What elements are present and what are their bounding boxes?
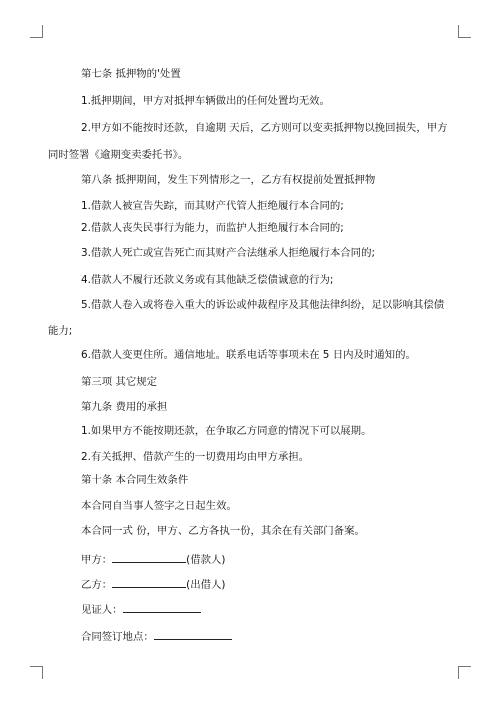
article-8-item-5-line-1: 5.借款人卷入或将卷入重大的诉讼或仲裁程序及其他法律纠纷，足以影响其偿债 [81, 299, 445, 311]
party-b-signature-line [0, 576, 500, 590]
article-9-item-1: 1.如果甲方不能按期还款，在争取乙方同意的情况下可以展期。 [81, 425, 372, 437]
party-a-label: 甲方： [81, 554, 113, 565]
article-8-item-4: 4.借款人不履行还款义务或有其他缺乏偿债诚意的行为; [81, 274, 334, 286]
article-9-item-2: 2.有关抵押、借款产生的一切费用均由甲方承担。 [81, 451, 310, 463]
article-7-heading: 第七条 抵押物的'处置 [81, 68, 181, 80]
article-10-heading: 第十条 本合同生效条件 [81, 474, 189, 486]
article-8-item-6: 6.借款人变更住所。通信地址。联系电话等事项未在 5 日内及时通知的。 [81, 349, 416, 361]
crop-mark-bottom-left [30, 666, 43, 679]
party-a-role: (借款人) [186, 554, 226, 565]
crop-mark-top-right [458, 25, 471, 38]
article-8-item-3: 3.借款人死亡或宣告死亡而其财产合法继承人拒绝履行本合同的; [81, 247, 375, 259]
article-7-item-1: 1.抵押期间，甲方对抵押车辆做出的任何处置均无效。 [81, 95, 330, 107]
article-7-item-2-line-1: 2.甲方如不能按时还款，自逾期 天后，乙方则可以变卖抵押物以挽回损失，甲方 [81, 122, 448, 134]
article-9-heading: 第九条 费用的承担 [81, 401, 168, 413]
article-10-paragraph-1: 本合同自当事人签字之日起生效。 [81, 500, 237, 512]
article-8-heading: 第八条 抵押期间，发生下列情形之一，乙方有权提前处置抵押物 [81, 174, 376, 186]
article-10-paragraph-2: 本合同一式 份，甲方、乙方各执一份，其余在有关部门备案。 [81, 525, 365, 537]
signing-place-blank[interactable] [154, 628, 232, 640]
party-a-blank[interactable] [112, 551, 186, 563]
witness-blank[interactable] [123, 601, 201, 613]
section-3-heading: 第三项 其它规定 [81, 376, 158, 388]
party-b-role: (出借人) [186, 579, 226, 590]
signing-place-label: 合同签订地点： [81, 631, 154, 642]
party-b-blank[interactable] [112, 576, 186, 588]
crop-mark-bottom-right [458, 666, 471, 679]
article-8-item-2: 2.借款人丧失民事行为能力，而监护人拒绝履行本合同的; [81, 222, 344, 234]
article-7-item-2-line-2: 同时签署《逾期变卖委托书》。 [48, 149, 189, 161]
witness-label: 见证人： [81, 604, 123, 615]
crop-mark-top-left [30, 25, 43, 38]
party-b-label: 乙方： [81, 579, 113, 590]
signing-place-line [0, 628, 500, 642]
party-a-signature-line [0, 551, 500, 565]
article-8-item-5-line-2: 能力; [48, 325, 73, 337]
witness-signature-line [0, 601, 500, 615]
article-8-item-1: 1.借款人被宣告失踪，而其财产代管人拒绝履行本合同的; [81, 200, 344, 212]
